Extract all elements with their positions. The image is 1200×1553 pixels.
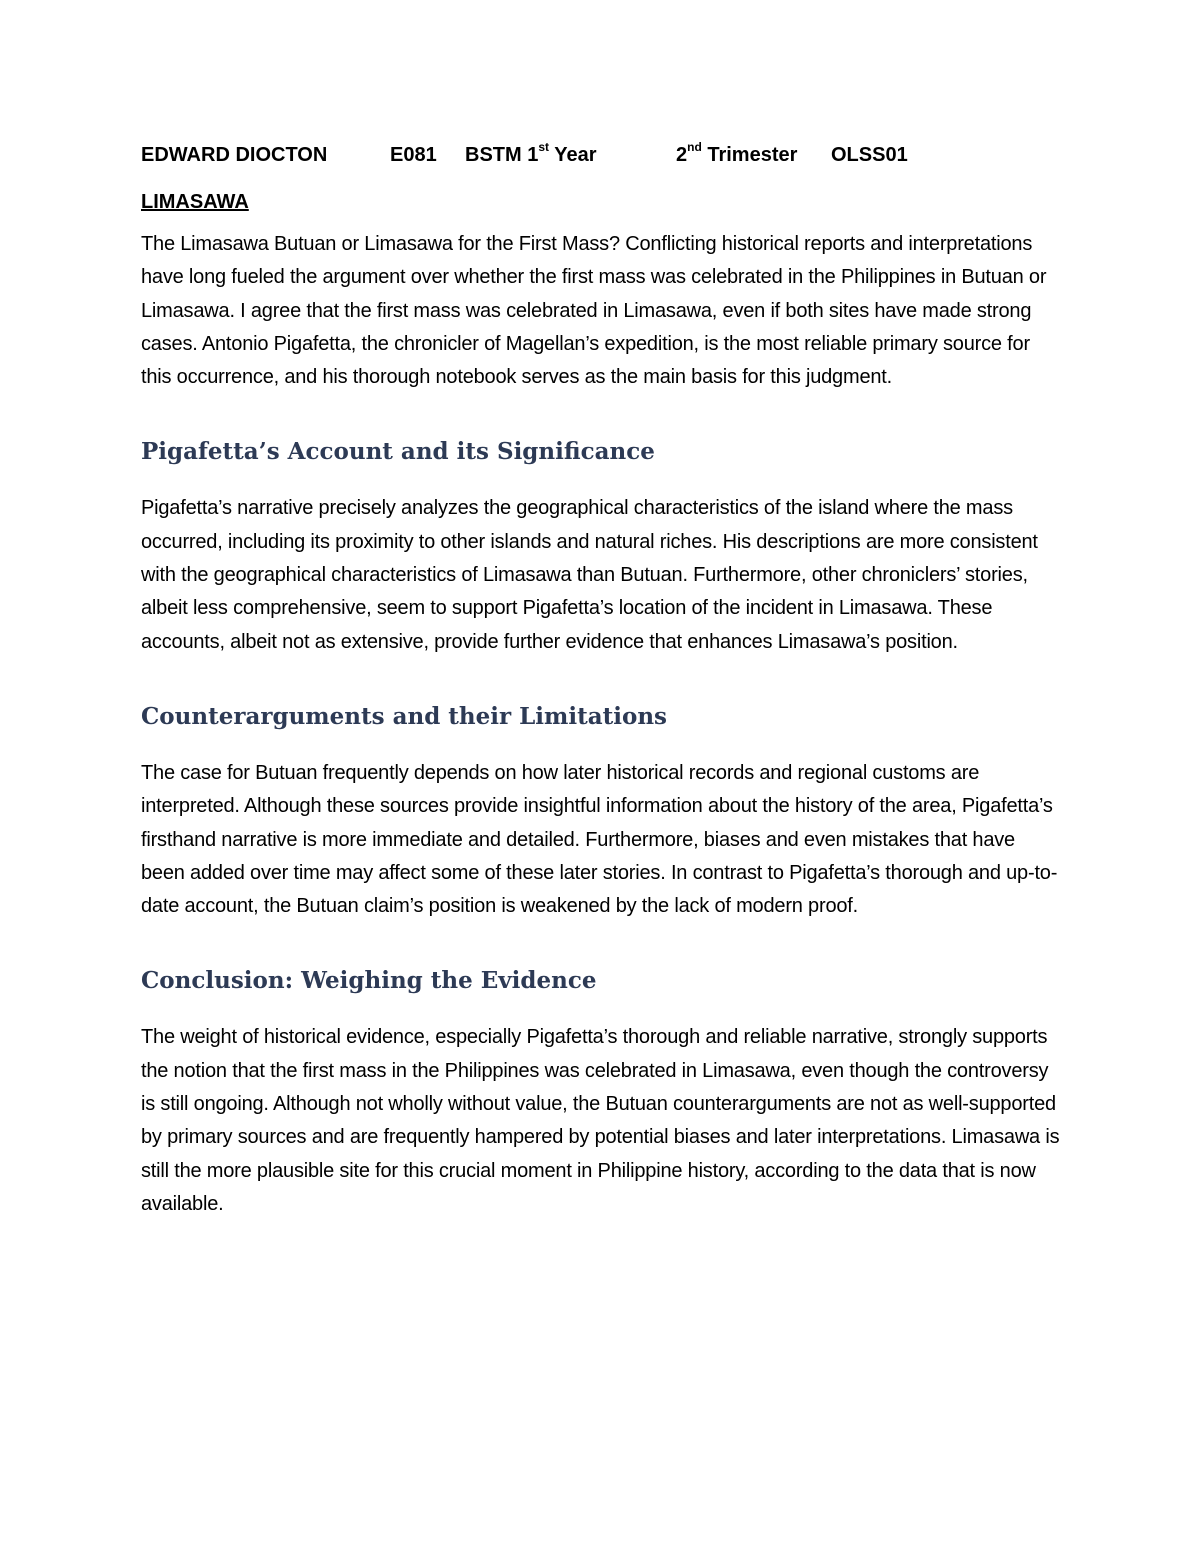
student-code: E081 [390,144,437,166]
section-body-conclusion: The weight of historical evidence, especially Pigafetta’s thorough and reliable narrative, strongly supports the notion that the first mass in the Philippines was celebrated in Limasawa, even though the controversy is still ongoing. Although not wholly without value, the Butuan counterarguments are not as well-supported by primary sources and are frequently hampered by potential biases and later interpretations. Limasawa is still the more plausible site for this crucial moment in Philippine history, according to the data that is now available. [141,1026,1060,1215]
term-ordinal: nd [687,140,702,155]
term-suffix: Trimester [701,144,798,166]
section-heading-conclusion: Conclusion: Weighing the Evidence [141,967,597,995]
course-year [465,138,676,172]
document-title: LIMASAWA [141,191,249,213]
intro-paragraph: The Limasawa Butuan or Limasawa for the First Mass? Conflicting historical reports and interpretations have long fueled the argument over whether the first mass was celebrated in the Philippines in Butuan or Limasawa. I agree that the first mass was celebrated in Limasawa, even if both sites have made strong cases. Antonio Pigafetta, the chronicler of Magellan’s expedition, is the most reliable primary source for this occurrence, and his thorough notebook serves as the main basis for this judgment. [141,233,1047,389]
term-prefix: 2 [676,144,688,166]
section-heading-counterarguments: Counterarguments and their Limitations [141,702,668,730]
class-section: OLSS01 [831,144,908,166]
trimester [676,138,831,172]
section-heading-pigafetta: Pigafetta’s Account and its Significance [141,438,655,466]
section-body-counterarguments: The case for Butuan frequently depends on how later historical records and regional customs are interpreted. Although these sources provide insightful information about the history of the area, Pigafetta’s firsthand narrative is more immediate and detailed. Furthermore, biases and even mistakes that have been added over time may affect some of these later stories. In contrast to Pigafetta’s thorough and up-to-date account, the Butuan claim’s position is weakened by the lack of modern proof. [141,761,1058,918]
course-ordinal: st [538,140,550,155]
document-content [141,138,1061,1221]
student-name: EDWARD DIOCTON [141,144,328,166]
course-suffix: Year [549,144,597,166]
course-prefix: BSTM 1 [465,144,539,166]
section-body-pigafetta: Pigafetta’s narrative precisely analyzes the geographical characteristics of the island where the mass occurred, including its proximity to other islands and natural riches. His descriptions are more consistent with the geographical characteristics of Limasawa than Butuan. Furthermore, other chroniclers’ stories, albeit less comprehensive, seem to support Pigafetta’s location of the incident in Limasawa. These accounts, albeit not as extensive, provide further evidence that enhances Limasawa’s position. [141,497,1038,653]
student-info-line [141,138,1061,172]
